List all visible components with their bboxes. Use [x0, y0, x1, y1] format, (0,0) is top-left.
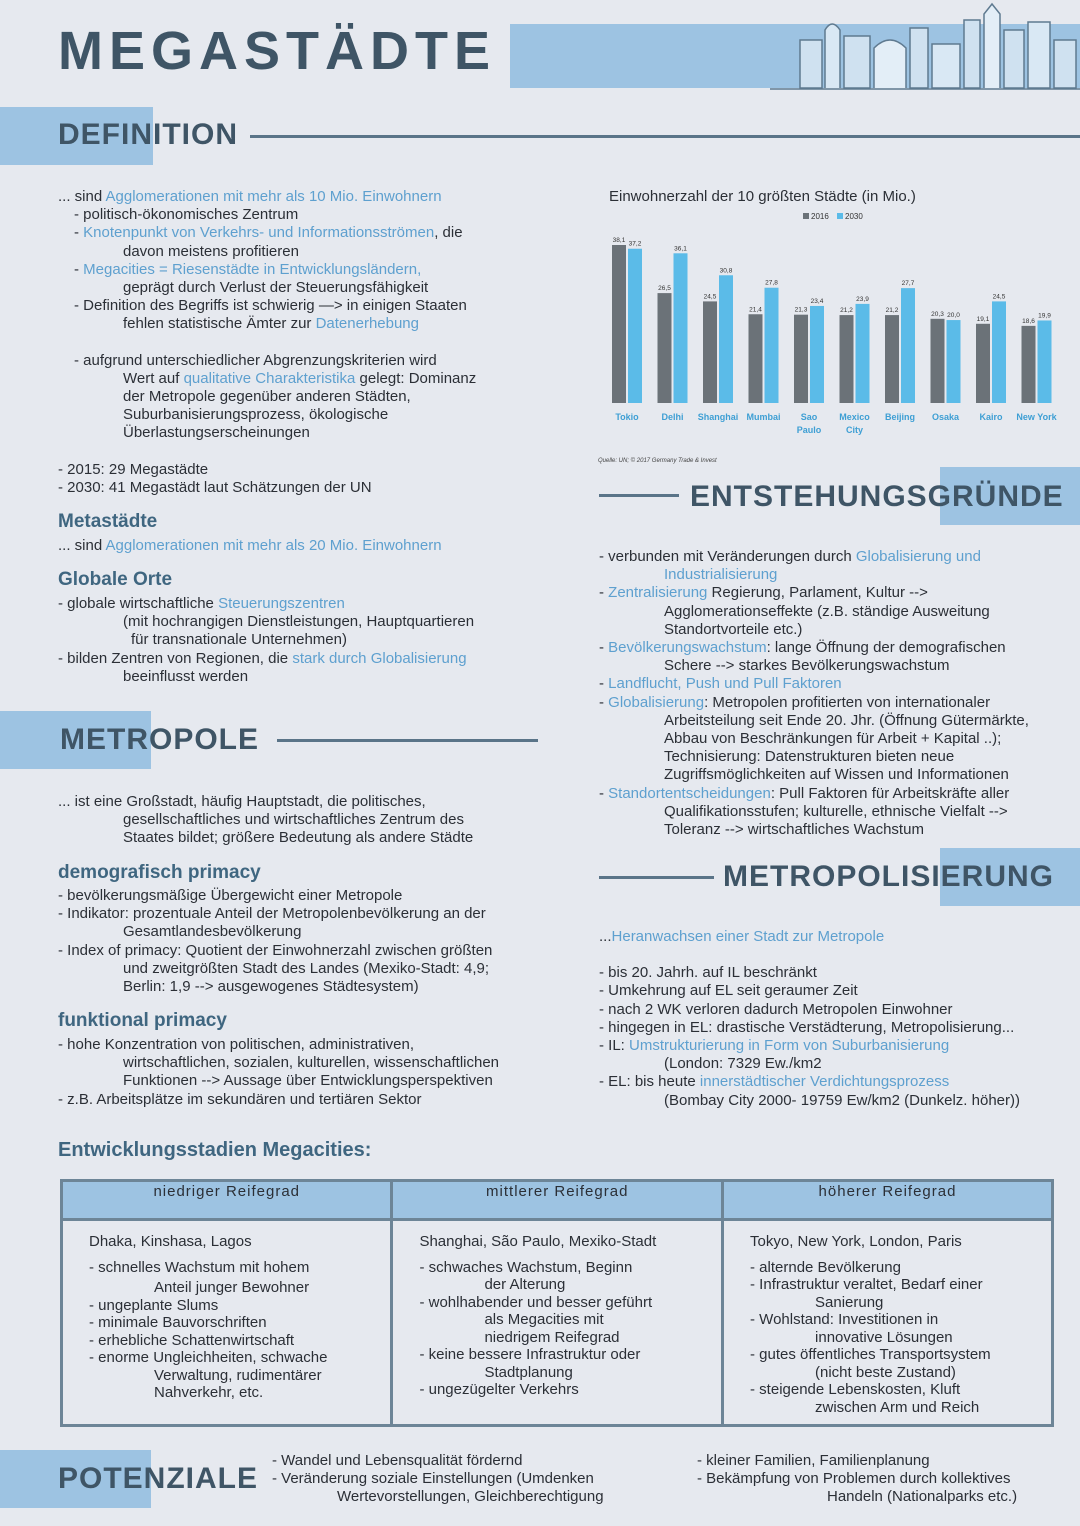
stage-point-cont: Sanierung	[815, 1293, 884, 1311]
metropolisierung-point: - IL: Umstrukturierung in Form von Suburbanisierung	[599, 1037, 950, 1055]
gruende-point-cont: Abbau von Beschränkungen für Arbeit + Kapital ..);	[664, 730, 1002, 748]
stage-point: - ungeplante Slums	[89, 1296, 219, 1314]
gruende-point: - verbunden mit Veränderungen durch Globalisierung und	[599, 548, 981, 565]
bar-label-2030-delhi: 36,1	[674, 245, 687, 253]
metropole-rule	[277, 739, 538, 742]
gruende-body	[599, 548, 1077, 839]
bar-label-2016-mumbai: 21,4	[749, 306, 762, 314]
stage-header-high: höherer Reifegrad	[723, 1181, 1053, 1220]
bar-label-2030-mexico-city: 23,9	[856, 295, 869, 303]
globale-orte-point-cont: beeinflusst werden	[123, 667, 249, 685]
category-label: Beijing	[884, 412, 916, 422]
stage-point: - wohlhabender und besser geführt	[419, 1293, 653, 1311]
metropole-heading: METROPOLE	[60, 723, 260, 756]
definition-heading: DEFINITION	[58, 118, 238, 151]
stage-point-cont: Nahverkehr, etc.	[154, 1384, 264, 1401]
metropolisierung-point: - bis 20. Jahrh. auf IL beschränkt	[599, 964, 817, 982]
definition-intro: ... sind Agglomerationen mit mehr als 10 Mio. Einwohnern	[58, 188, 442, 205]
bar-label-2016-tokio: 38,1	[612, 237, 626, 244]
globale-orte-heading: Globale Orte	[58, 569, 173, 590]
potenziale-heading: POTENZIALE	[58, 1462, 259, 1495]
potenzial-point: - Veränderung soziale Einstellungen (Umdenken	[272, 1470, 594, 1488]
globale-orte-body	[58, 595, 558, 686]
primacy-point-cont: wirtschaftlichen, sozialen, kulturellen, wissenschaftlichen	[123, 1054, 500, 1072]
definition-point-cont: davon meistens profitieren	[123, 242, 299, 260]
stage-point: - Infrastruktur veraltet, Bedarf einer	[750, 1276, 983, 1293]
demografisch-primacy-body	[58, 887, 558, 996]
stage-point: - keine bessere Infrastruktur oder	[419, 1346, 641, 1363]
stage-header-mid: mittlerer Reifegrad	[392, 1181, 723, 1220]
gruende-point-cont: Arbeitsteilung seit Ende 20. Jhr. (Öffnung Gütermärkte,	[664, 711, 1029, 729]
bar-2016-new-york	[1022, 326, 1036, 403]
metastaedte-text: ... sind Agglomerationen mit mehr als 20 Mio. Einwohnern	[58, 537, 442, 554]
potenziale-right	[697, 1452, 1077, 1507]
definition-point-cont: fehlen statistische Ämter zur Datenerhebung	[123, 315, 419, 333]
stage-point: - Wohlstand: Investitionen in	[750, 1311, 939, 1328]
metropolisierung-heading: METROPOLISIERUNG	[723, 860, 1055, 893]
globale-orte-point-cont: für transnationale Unternehmen)	[131, 631, 347, 649]
metropolisierung-point-cont: (Bombay City 2000- 19759 Ew/km2 (Dunkelz. höher))	[664, 1091, 1020, 1109]
year-fact: - 2030: 41 Megastädt laut Schätzungen der UN	[58, 478, 372, 496]
stage-point-cont: niedrigem Reifegrad	[484, 1328, 620, 1346]
stage-point-cont: Verwaltung, rudimentärer	[154, 1366, 322, 1384]
bar-label-2030-new-york: 19,9	[1038, 312, 1051, 320]
stage-point-cont: innovative Lösungen	[815, 1328, 953, 1346]
bar-label-2030-tokio: 37,2	[628, 240, 642, 248]
bar-2016-delhi	[658, 293, 672, 403]
funktional-primacy-body	[58, 1036, 558, 1109]
metropolisierung-rule	[599, 876, 714, 879]
category-label: Delhi	[661, 412, 684, 422]
primacy-point-cont: Berlin: 1,9 --> ausgewogenes Städtesystem)	[123, 978, 419, 996]
gruende-point: - Bevölkerungswachstum: lange Öffnung der demografischen	[599, 639, 1006, 657]
bar-2016-kairo	[976, 324, 990, 403]
globale-orte-point: - globale wirtschaftliche Steuerungszentren	[58, 595, 345, 612]
stage-point: - erhebliche Schattenwirtschaft	[89, 1331, 295, 1349]
stage-point-cont: zwischen Arm und Reich	[815, 1398, 980, 1416]
population-bar-chart	[598, 205, 1068, 470]
metropolisierung-body	[599, 928, 1077, 1110]
metropole-body	[58, 793, 558, 848]
stage-cell-low	[62, 1220, 392, 1426]
metropolisierung-intro: ...Heranwachsen einer Stadt zur Metropole	[599, 928, 885, 945]
gruende-point-cont: Schere --> starkes Bevölkerungswachstum	[664, 657, 950, 675]
bar-label-2016-new-york: 18,6	[1022, 317, 1035, 325]
definition-point-cont: der Metropole gegenüber anderen Städten,	[123, 388, 411, 406]
bar-2030-delhi	[674, 253, 688, 403]
metropole-intro: ... ist eine Großstadt, häufig Hauptstadt, die politisches,	[58, 793, 426, 810]
bar-label-2030-beijing: 27,7	[901, 280, 915, 288]
stage-point: - enorme Ungleichheiten, schwache	[89, 1349, 328, 1366]
stage-point: - schwaches Wachstum, Beginn	[419, 1258, 633, 1276]
bar-label-2016-delhi: 26,5	[658, 285, 671, 293]
bar-2030-new-york	[1038, 320, 1052, 403]
gruende-point-cont: Technisierung: Datenstrukturen bieten neue	[664, 748, 955, 766]
funktional-primacy-heading: funktional primacy	[58, 1010, 227, 1031]
primacy-point: - z.B. Arbeitsplätze im sekundären und tertiären Sektor	[58, 1090, 422, 1108]
bar-2030-sao-paulo	[810, 306, 824, 403]
stage-point-cont: der Alterung	[484, 1276, 566, 1293]
stage-point: - gutes öffentliches Transportsystem	[750, 1346, 991, 1363]
bar-label-2016-sao-paulo: 21,3	[794, 306, 808, 314]
city-skyline-illustration	[770, 0, 1080, 92]
definition-point: - aufgrund unterschiedlicher Abgrenzungskriterien wird	[74, 351, 437, 369]
gruende-point-cont: Standortvorteile etc.)	[664, 620, 803, 638]
bar-2030-osaka	[947, 320, 961, 403]
chart-source: Quelle: UN; © 2017 Germany Trade & Invest	[598, 458, 717, 464]
bar-2030-shanghai	[719, 275, 733, 403]
category-label: Tokio	[615, 412, 639, 422]
stage-point: - minimale Bauvorschriften	[89, 1314, 267, 1331]
gruende-point-cont: Industrialisierung	[664, 566, 778, 584]
metropolisierung-point: - hingegen in EL: drastische Verstädterung, Metropolisierung...	[599, 1018, 1015, 1036]
gruende-point: - Zentralisierung Regierung, Parlament, Kultur -->	[599, 584, 928, 602]
stage-point-cont: als Megacities mit	[484, 1311, 604, 1328]
bar-2030-beijing	[901, 288, 915, 403]
stage-point-cont: (nicht beste Zustand)	[815, 1363, 956, 1381]
bar-2016-tokio	[612, 245, 626, 403]
stages-heading: Entwicklungsstadien Megacities:	[58, 1139, 372, 1161]
bar-2016-shanghai	[703, 301, 717, 403]
gruende-point-cont: Agglomerationseffekte (z.B. ständige Ausweitung	[664, 602, 990, 620]
gruende-point: - Standortentscheidungen: Pull Faktoren für Arbeitskräfte aller	[599, 784, 1010, 802]
page-title: MEGASTÄDTE	[58, 21, 496, 81]
stage-cities: Tokyo, New York, London, Paris	[750, 1233, 962, 1250]
category-label: Kairo	[979, 412, 1003, 422]
stages-header-row	[62, 1181, 1053, 1220]
year-fact: - 2015: 29 Megastädte	[58, 460, 209, 478]
bar-2030-kairo	[992, 301, 1006, 403]
stages-body-row	[62, 1220, 1053, 1426]
bar-label-2016-shanghai: 24,5	[703, 293, 717, 301]
primacy-point: - hohe Konzentration von politischen, administrativen,	[58, 1036, 415, 1053]
category-label-line2: City	[845, 425, 864, 435]
metropole-intro-cont: Staates bildet; größere Bedeutung als andere Städte	[123, 829, 474, 847]
bar-label-2030-shanghai: 30,8	[719, 267, 733, 275]
metropolisierung-point: - nach 2 WK verloren dadurch Metropolen Einwohner	[599, 1000, 953, 1018]
category-label: New York	[1016, 412, 1057, 422]
category-label: Mumbai	[746, 412, 781, 422]
legend-swatch-2016	[803, 213, 809, 219]
bar-label-2030-sao-paulo: 23,4	[810, 297, 824, 305]
bar-2016-mexico-city	[840, 315, 854, 403]
chart-legend	[803, 212, 863, 221]
stage-cities: Shanghai, São Paulo, Mexiko-Stadt	[419, 1233, 657, 1250]
primacy-point-cont: Funktionen --> Aussage über Entwicklungsperspektiven	[123, 1072, 493, 1090]
definition-point: - Definition des Begriffs ist schwierig —> in einigen Staaten	[74, 297, 467, 315]
bar-2016-beijing	[885, 315, 899, 403]
bar-label-2030-osaka: 20,0	[947, 312, 960, 320]
metropole-intro-cont: gesellschaftliches und wirtschaftliches Zentrum des	[123, 811, 464, 829]
gruende-heading: ENTSTEHUNGSGRÜNDE	[690, 480, 1064, 513]
bar-2016-mumbai	[749, 314, 763, 403]
bar-label-2016-osaka: 20,3	[931, 310, 944, 318]
stage-cell-high	[723, 1220, 1053, 1426]
definition-point: - Knotenpunkt von Verkehrs- und Informationsströmen, die	[74, 224, 463, 242]
bar-2030-mumbai	[765, 288, 779, 403]
gruende-point: - Landflucht, Push und Pull Faktoren	[599, 675, 842, 693]
gruende-rule	[599, 494, 679, 497]
bar-2030-mexico-city	[856, 304, 870, 403]
legend-label-2016: 2016	[811, 212, 829, 221]
primacy-point-cont: Gesamtlandesbevölkerung	[123, 923, 302, 941]
legend-label-2030: 2030	[845, 212, 863, 221]
bar-label-2016-beijing: 21,2	[885, 307, 899, 315]
chart-title: Einwohnerzahl der 10 größten Städte (in Mio.)	[609, 188, 916, 205]
potenziale-left	[272, 1452, 682, 1507]
gruende-point-cont: Qualifikationsstufen; kulturelle, ethnische Vielfalt -->	[664, 802, 1008, 820]
category-label-line2: Paulo	[796, 425, 822, 435]
primacy-point: - Index of primacy: Quotient der Einwohnerzahl zwischen größten	[58, 941, 493, 959]
bar-2016-osaka	[931, 319, 945, 403]
globale-orte-point-cont: (mit hochrangigen Dienstleistungen, Hauptquartieren	[123, 613, 475, 631]
definition-point-cont: Suburbanisierungsprozess, ökologische	[123, 406, 389, 424]
category-label: Osaka	[931, 412, 960, 422]
gruende-point-cont: Toleranz --> wirtschaftliches Wachstum	[664, 821, 924, 839]
primacy-point: - Indikator: prozentuale Anteil der Metropolenbevölkerung an der	[58, 905, 486, 923]
metropolisierung-point-cont: (London: 7329 Ew./km2	[664, 1055, 822, 1073]
globale-orte-point: - bilden Zentren von Regionen, die stark durch Globalisierung	[58, 649, 467, 667]
stage-point-cont: Anteil junger Bewohner	[154, 1279, 310, 1296]
metastaedte-heading: Metastädte	[58, 511, 158, 532]
definition-point-cont: Wert auf qualitative Charakteristika gelegt: Dominanz	[123, 369, 477, 387]
potenzial-point: - Wandel und Lebensqualität fördernd	[272, 1452, 523, 1469]
definition-body	[58, 188, 558, 497]
metropolisierung-point: - EL: bis heute innerstädtischer Verdichtungsprozess	[599, 1073, 950, 1091]
stage-cities: Dhaka, Kinshasa, Lagos	[89, 1233, 252, 1250]
potenzial-point-cont: Wertevorstellungen, Gleichberechtigung	[337, 1488, 604, 1506]
gruende-point-cont: Zugriffsmöglichkeiten auf Wissen und Informationen	[664, 766, 1009, 784]
definition-point-cont: Überlastungserscheinungen	[123, 424, 310, 442]
category-label: Mexico	[839, 412, 870, 422]
bar-2030-tokio	[628, 249, 642, 403]
definition-rule	[250, 135, 1080, 138]
potenzial-point: - kleiner Familien, Familienplanung	[697, 1452, 930, 1469]
category-label: Shanghai	[697, 412, 739, 422]
primacy-point: - bevölkerungsmäßige Übergewicht einer Metropole	[58, 887, 403, 904]
stages-table	[60, 1179, 1054, 1427]
stage-point: - ungezügelter Verkehrs	[419, 1381, 579, 1398]
stage-point: - steigende Lebenskosten, Kluft	[750, 1381, 961, 1398]
definition-point: - Megacities = Riesenstädte in Entwicklungsländern,	[74, 260, 422, 278]
potenzial-point: - Bekämpfung von Problemen durch kollektives	[697, 1470, 1011, 1488]
bar-label-2030-kairo: 24,5	[992, 293, 1006, 301]
stage-cell-mid	[392, 1220, 723, 1426]
primacy-point-cont: und zweitgrößten Stadt des Landes (Mexiko-Stadt: 4,9;	[123, 959, 490, 977]
bar-label-2016-kairo: 19,1	[976, 315, 990, 323]
bar-2016-sao-paulo	[794, 315, 808, 403]
bar-label-2030-mumbai: 27,8	[765, 279, 778, 287]
definition-point: - politisch-ökonomisches Zentrum	[74, 206, 299, 224]
stage-point: - alternde Bevölkerung	[750, 1258, 901, 1276]
legend-swatch-2030	[837, 213, 843, 219]
gruende-point: - Globalisierung: Metropolen profitierten von internationaler	[599, 693, 991, 711]
metropolisierung-point: - Umkehrung auf EL seit geraumer Zeit	[599, 982, 858, 1000]
potenzial-point-cont: Handeln (Nationalparks etc.)	[827, 1488, 1018, 1506]
category-label: Sao	[800, 412, 818, 422]
bar-label-2016-mexico-city: 21,2	[840, 307, 853, 315]
demografisch-primacy-heading: demografisch primacy	[58, 862, 261, 883]
definition-point-cont: geprägt durch Verlust der Steuerungsfähigkeit	[123, 279, 429, 297]
stage-point: - schnelles Wachstum mit hohem	[89, 1258, 310, 1276]
stage-point-cont: Stadtplanung	[484, 1363, 573, 1381]
stage-header-low: niedriger Reifegrad	[62, 1181, 392, 1220]
